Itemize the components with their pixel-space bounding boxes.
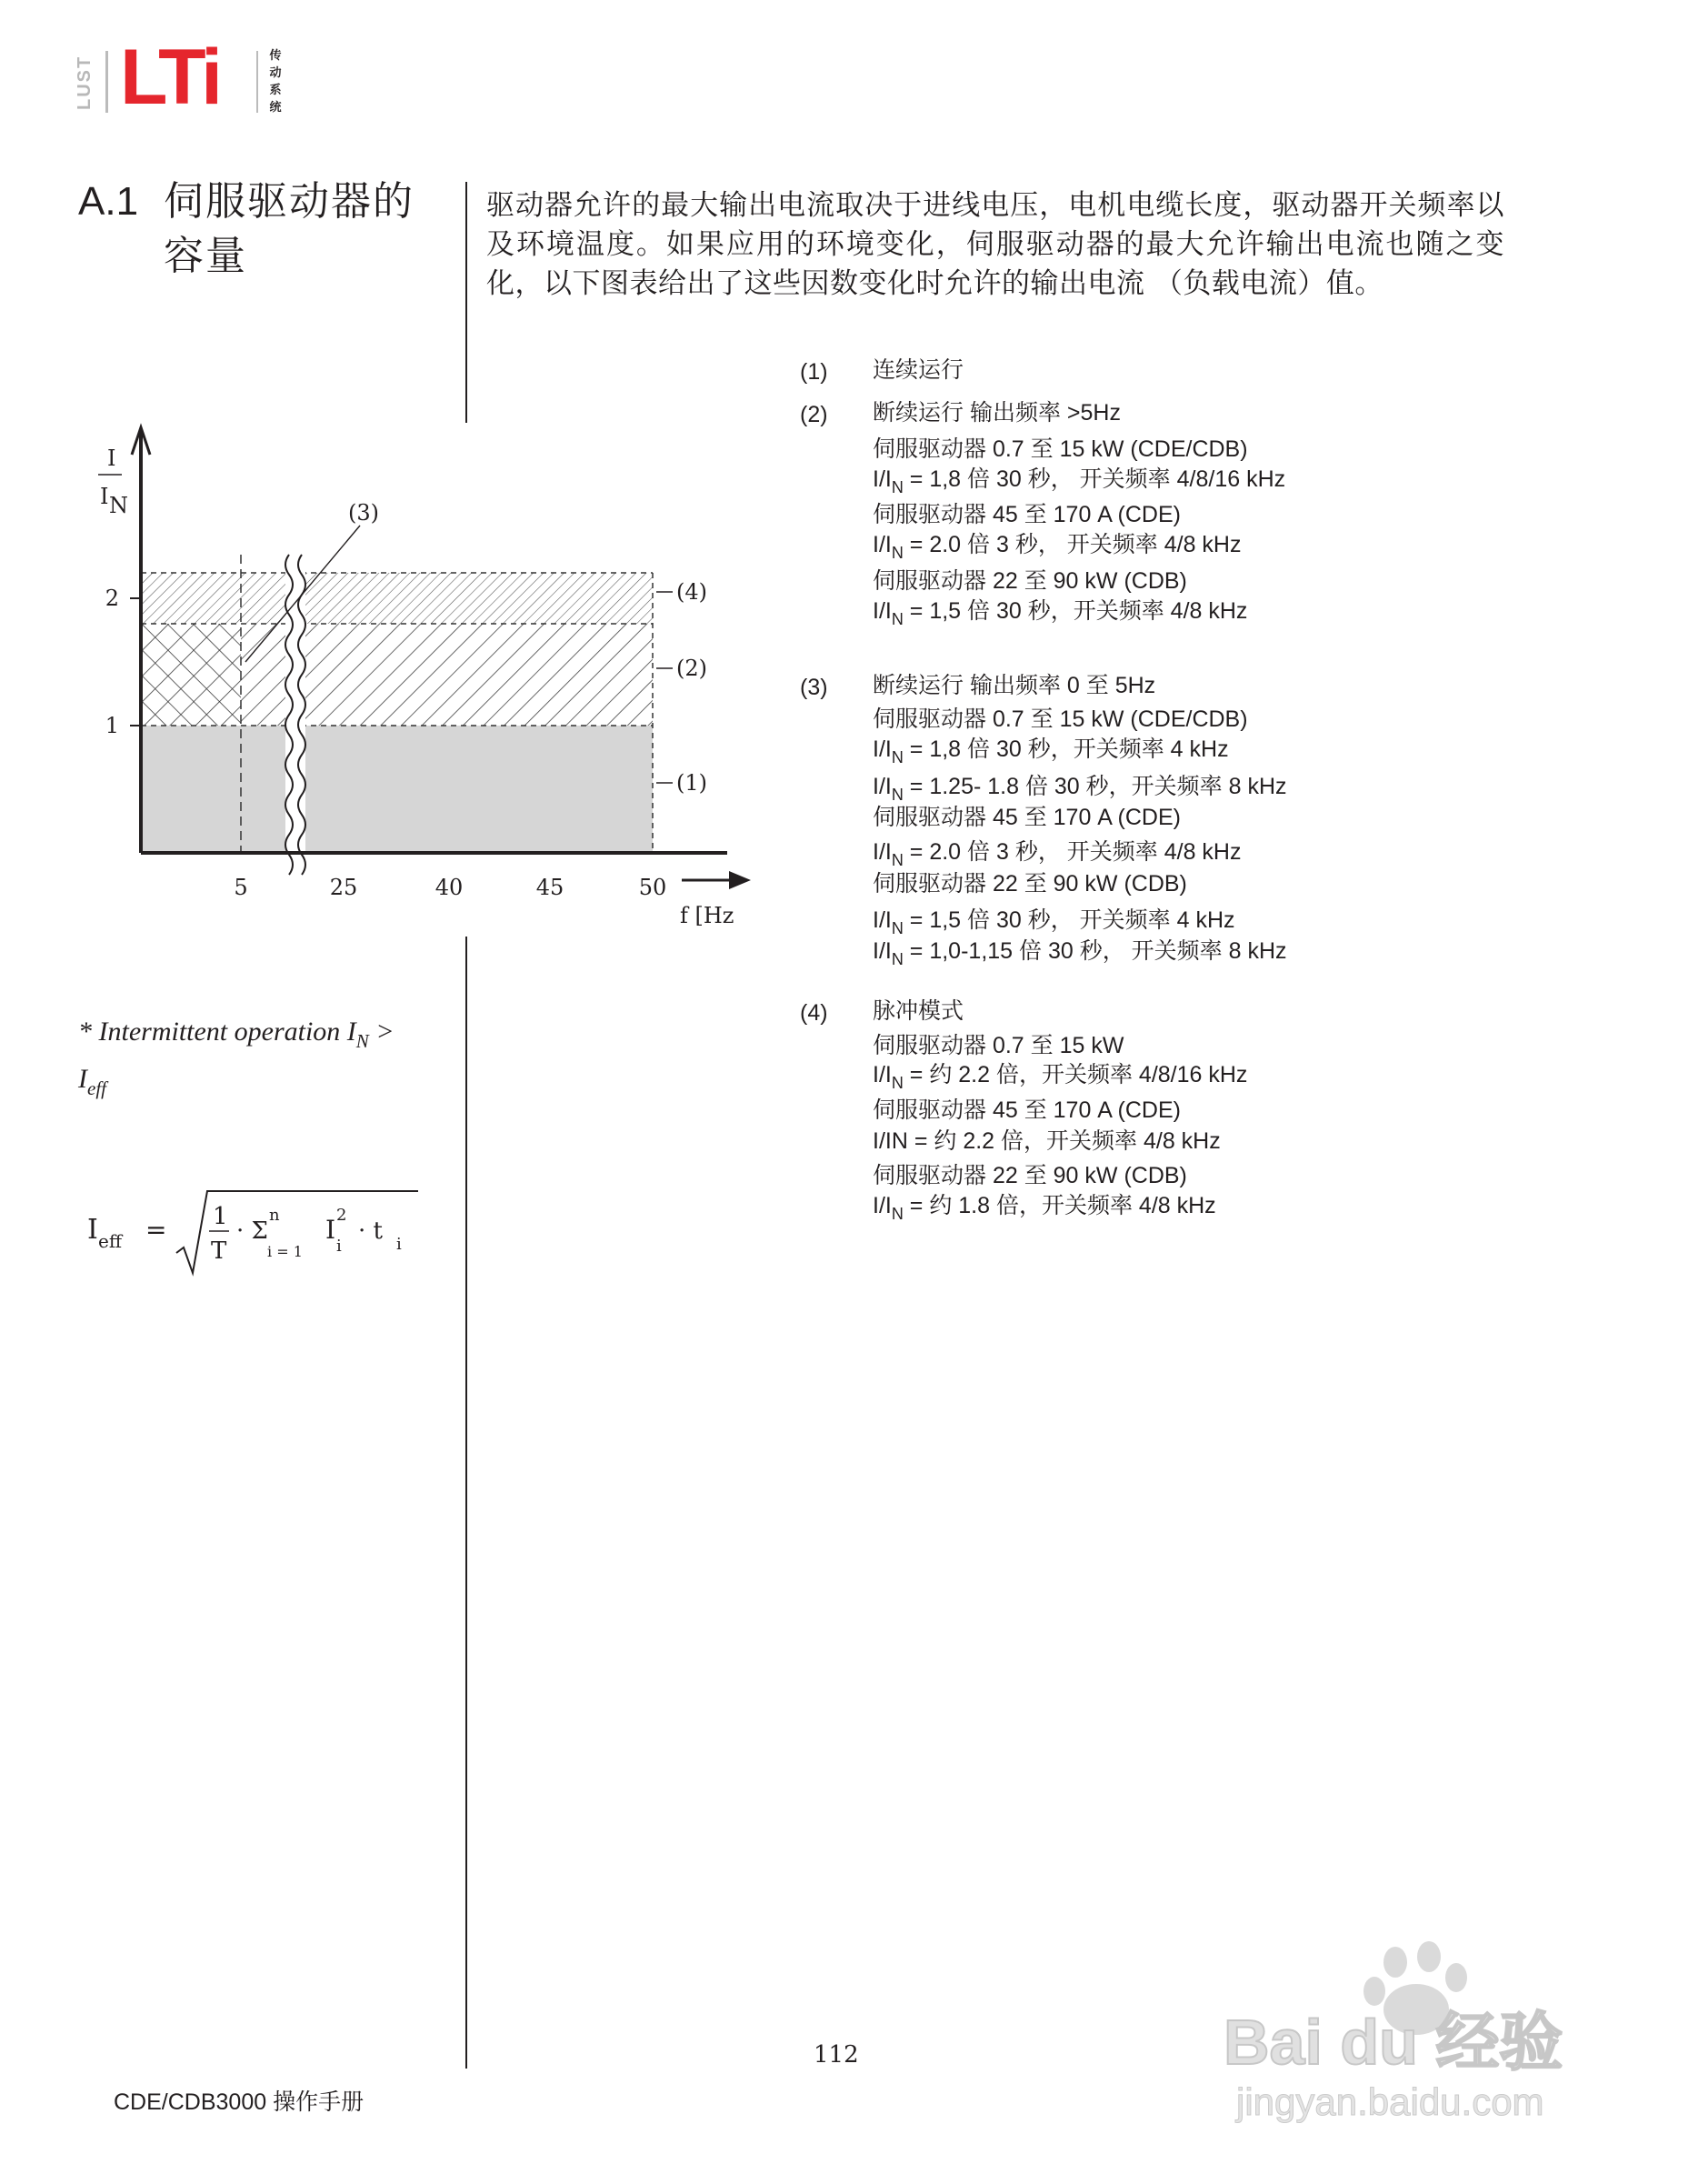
formula-num: 1 [213,1203,228,1230]
region-label: (4) [676,579,707,605]
legend-line: 连续运行 [873,357,964,383]
logo-lti-text: LTi [120,34,220,121]
region-label: (2) [676,656,707,681]
legend-line: 断续运行 输出频率 >5Hz [873,400,1121,426]
watermark-brand: Bai du 经验 [1224,2007,1563,2078]
y-label-den: I [100,484,109,509]
legend-line: I/IN = 约 2.2 倍，开关频率 4/8 kHz [873,1128,1221,1154]
formula-lhs: I [87,1214,98,1246]
region-label: (1) [676,770,707,796]
logo-divider-2 [256,51,258,113]
legend-line: $I/I_N = 1,5$ 倍 30 秒， 开关频率 4 kHz [873,907,1235,937]
region-3 [141,624,241,726]
x-tick-label: 5 [234,875,248,900]
column-divider-top [465,182,467,423]
note-sub-n: N [355,1030,369,1052]
note-ieff: I [78,1064,87,1094]
formula-sigma: · Σ [236,1217,268,1245]
legend-line: 伺服驱动器 22 至 90 kW (CDB) [873,568,1187,594]
legend-num: (4) [800,1000,828,1026]
x-label-arrow-head [729,871,751,889]
legend-line: $I/I_N = 1,5$ 倍 30 秒，开关频率 4/8 kHz [873,598,1248,628]
watermark-url: jingyan.baidu.com [1236,2080,1544,2123]
x-axis-label: f [Hz [680,903,734,928]
intro-paragraph: 驱动器允许的最大输出电流取决于进线电压，电机电缆长度，驱动器开关频率以及环境温度。如果应用的环境变化，伺服驱动器的最大允许输出电流也随之变化，以下图表给出了这些因数变化时允许的输出电流 （负载电流）值。 [486,189,1504,300]
legend-line: $I/I_N = 1,0-1,15$ 倍 30 秒， 开关频率 8 kHz [873,938,1287,968]
legend-line: 脉冲模式 [873,998,964,1024]
legend-line: 伺服驱动器 45 至 170 A (CDE) [873,502,1181,527]
section-title-line2: 容量 [164,233,247,279]
legend-line: $I/I_N = 2.0$ 倍 3 秒， 开关频率 4/8 kHz [873,839,1242,869]
formula-sigma-sup: n [269,1206,280,1225]
formula-den: T [211,1237,227,1265]
x-tick-label: 50 [638,875,667,900]
formula-term-sup: 2 [336,1206,347,1225]
ieff-formula [82,1182,427,1282]
region-4 [141,573,653,624]
note-text: * Intermittent operation I [78,1017,356,1047]
y-label-num: I [107,446,116,471]
formula-lhs-sub: eff [98,1230,123,1252]
legend-line: 伺服驱动器 45 至 170 A (CDE) [873,805,1181,830]
derating-chart [91,418,782,946]
legend-line: 伺服驱动器 45 至 170 A (CDE) [873,1097,1181,1123]
formula-term-sub: i [336,1237,342,1256]
legend-num: (1) [800,359,828,385]
note-gt: > [368,1017,395,1047]
brand-logo [75,34,311,121]
legend-line: 伺服驱动器 22 至 90 kW (CDB) [873,871,1187,897]
section-title-line1: 伺服驱动器的 [164,178,415,225]
column-divider-bottom [465,937,467,2069]
page-number: 112 [814,2041,859,2069]
legend-line: 伺服驱动器 0.7 至 15 kW [873,1033,1124,1058]
y-label-den-sub: N [109,493,128,518]
legend-line: $I/I_N$ = 约 1.8 倍，开关频率 4/8 kHz [873,1193,1216,1223]
legend-num: (2) [800,402,828,427]
legend-line: $I/I_N$ = 约 2.2 倍，开关频率 4/8/16 kHz [873,1062,1248,1092]
logo-subtitle: 传动系统 [269,49,282,115]
formula-eq: = [145,1215,167,1245]
baidu-watermark [1218,1937,1654,2128]
formula-t-sub: i [396,1235,402,1254]
y-tick-label: 2 [105,586,119,611]
formula-sigma-sub: i = 1 [267,1243,303,1260]
legend-line: 伺服驱动器 22 至 90 kW (CDB) [873,1163,1187,1188]
legend-line: 断续运行 输出频率 0 至 5Hz [873,673,1156,698]
legend-line: 伺服驱动器 0.7 至 15 kW (CDE/CDB) [873,706,1248,732]
logo-divider [105,51,108,113]
formula-dot-t: · t [358,1217,383,1245]
x-tick-label: 40 [434,875,464,900]
note-sub-eff: eff [87,1077,106,1099]
region-label-3: (3) [348,500,379,526]
footer-manual-title: CDE/CDB3000 操作手册 [114,2089,365,2115]
legend-num: (3) [800,675,828,700]
legend-line: $I/I_N = 2.0$ 倍 3 秒， 开关频率 4/8 kHz [873,532,1242,562]
x-tick-label: 25 [329,875,358,900]
legend-line: $I/I_N = 1,8$ 倍 30 秒， 开关频率 4/8/16 kHz [873,466,1286,496]
formula-term: I [325,1215,336,1245]
section-number: A.1 [78,179,139,224]
legend-line: $I/I_N = 1.25-$ 1.8 倍 30 秒，开关频率 8 kHz [873,774,1287,804]
x-tick-label: 45 [535,875,564,900]
legend-line: 伺服驱动器 0.7 至 15 kW (CDE/CDB) [873,436,1248,462]
logo-lust-text: LUST [75,55,95,111]
legend-line: $I/I_N = 1,8$ 倍 30 秒，开关频率 4 kHz [873,736,1229,766]
region-1 [141,726,653,853]
y-tick-label: 1 [105,713,119,738]
intermittent-note [78,1009,460,1104]
